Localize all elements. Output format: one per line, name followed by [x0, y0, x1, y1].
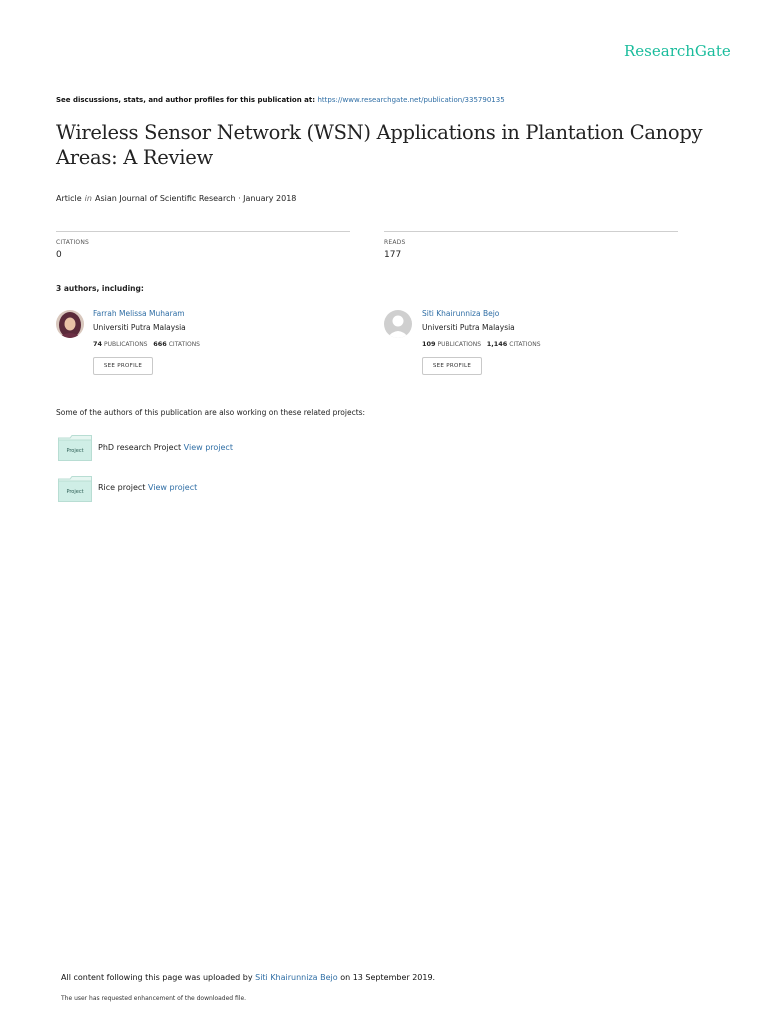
- citations-count: 1,146: [486, 340, 508, 348]
- upload-prefix: All content following this page was uploaded by: [61, 973, 253, 982]
- citations-value: 0: [56, 250, 62, 260]
- researchgate-logo[interactable]: ResearchGate: [624, 42, 731, 60]
- citations-count: 666: [153, 340, 167, 348]
- publications-label: PUBLICATIONS: [103, 341, 148, 348]
- author-institution: Universiti Putra Malaysia: [93, 323, 186, 332]
- publications-count: 74: [93, 340, 103, 348]
- uploader-link[interactable]: Siti Khairunniza Bejo: [255, 973, 338, 982]
- view-project-link[interactable]: View project: [147, 483, 198, 492]
- publication-venue: Asian Journal of Scientific Research · January 2018: [94, 194, 297, 203]
- citations-label: CITATIONS: [56, 239, 90, 246]
- author-stats: [422, 340, 541, 348]
- author-name-link[interactable]: Siti Khairunniza Bejo: [422, 309, 500, 318]
- project-item: [98, 483, 197, 492]
- see-profile-button[interactable]: SEE PROFILE: [93, 357, 153, 375]
- reads-divider: [384, 231, 678, 232]
- see-profile-button[interactable]: SEE PROFILE: [422, 357, 482, 375]
- authors-heading: 3 authors, including:: [56, 284, 144, 293]
- author-name-link[interactable]: Farrah Melissa Muharam: [93, 309, 185, 318]
- author-institution: Universiti Putra Malaysia: [422, 323, 515, 332]
- project-folder-icon[interactable]: [58, 435, 92, 461]
- default-user-icon: [384, 310, 412, 338]
- author-stats: [93, 340, 200, 348]
- intro-text: See discussions, stats, and author profiles for this publication at:: [56, 96, 316, 104]
- citations-label: CITATIONS: [509, 341, 541, 348]
- citations-label: CITATIONS: [168, 341, 200, 348]
- intro-line: [56, 96, 505, 104]
- citations-divider: [56, 231, 350, 232]
- publications-count: 109: [422, 340, 436, 348]
- publication-type: Article: [56, 194, 82, 203]
- publication-title: Wireless Sensor Network (WSN) Applications in Plantation Canopy Areas: A Review: [56, 121, 703, 169]
- in-word: in: [84, 194, 92, 203]
- folder-label: Project: [66, 489, 84, 495]
- related-projects-heading: Some of the authors of this publication are also working on these related projects:: [56, 408, 366, 417]
- upload-suffix: on 13 September 2019.: [340, 973, 436, 982]
- view-project-link[interactable]: View project: [183, 443, 233, 452]
- upload-note: [61, 973, 435, 982]
- reads-label: READS: [384, 239, 406, 246]
- publications-label: PUBLICATIONS: [437, 341, 482, 348]
- folder-label: Project: [66, 448, 84, 454]
- enhancement-note: The user has requested enhancement of the downloaded file.: [61, 995, 247, 1002]
- publication-meta: [56, 194, 296, 203]
- project-folder-icon[interactable]: [58, 476, 92, 502]
- project-name: Rice project: [98, 483, 146, 492]
- reads-value: 177: [384, 250, 402, 260]
- author-avatar[interactable]: [56, 310, 84, 338]
- author-photo-icon: [56, 310, 84, 338]
- publication-link[interactable]: https://www.researchgate.net/publication/335790135: [317, 96, 505, 104]
- project-name: PhD research Project: [98, 443, 182, 452]
- project-item: [98, 443, 233, 452]
- author-avatar[interactable]: [384, 310, 412, 338]
